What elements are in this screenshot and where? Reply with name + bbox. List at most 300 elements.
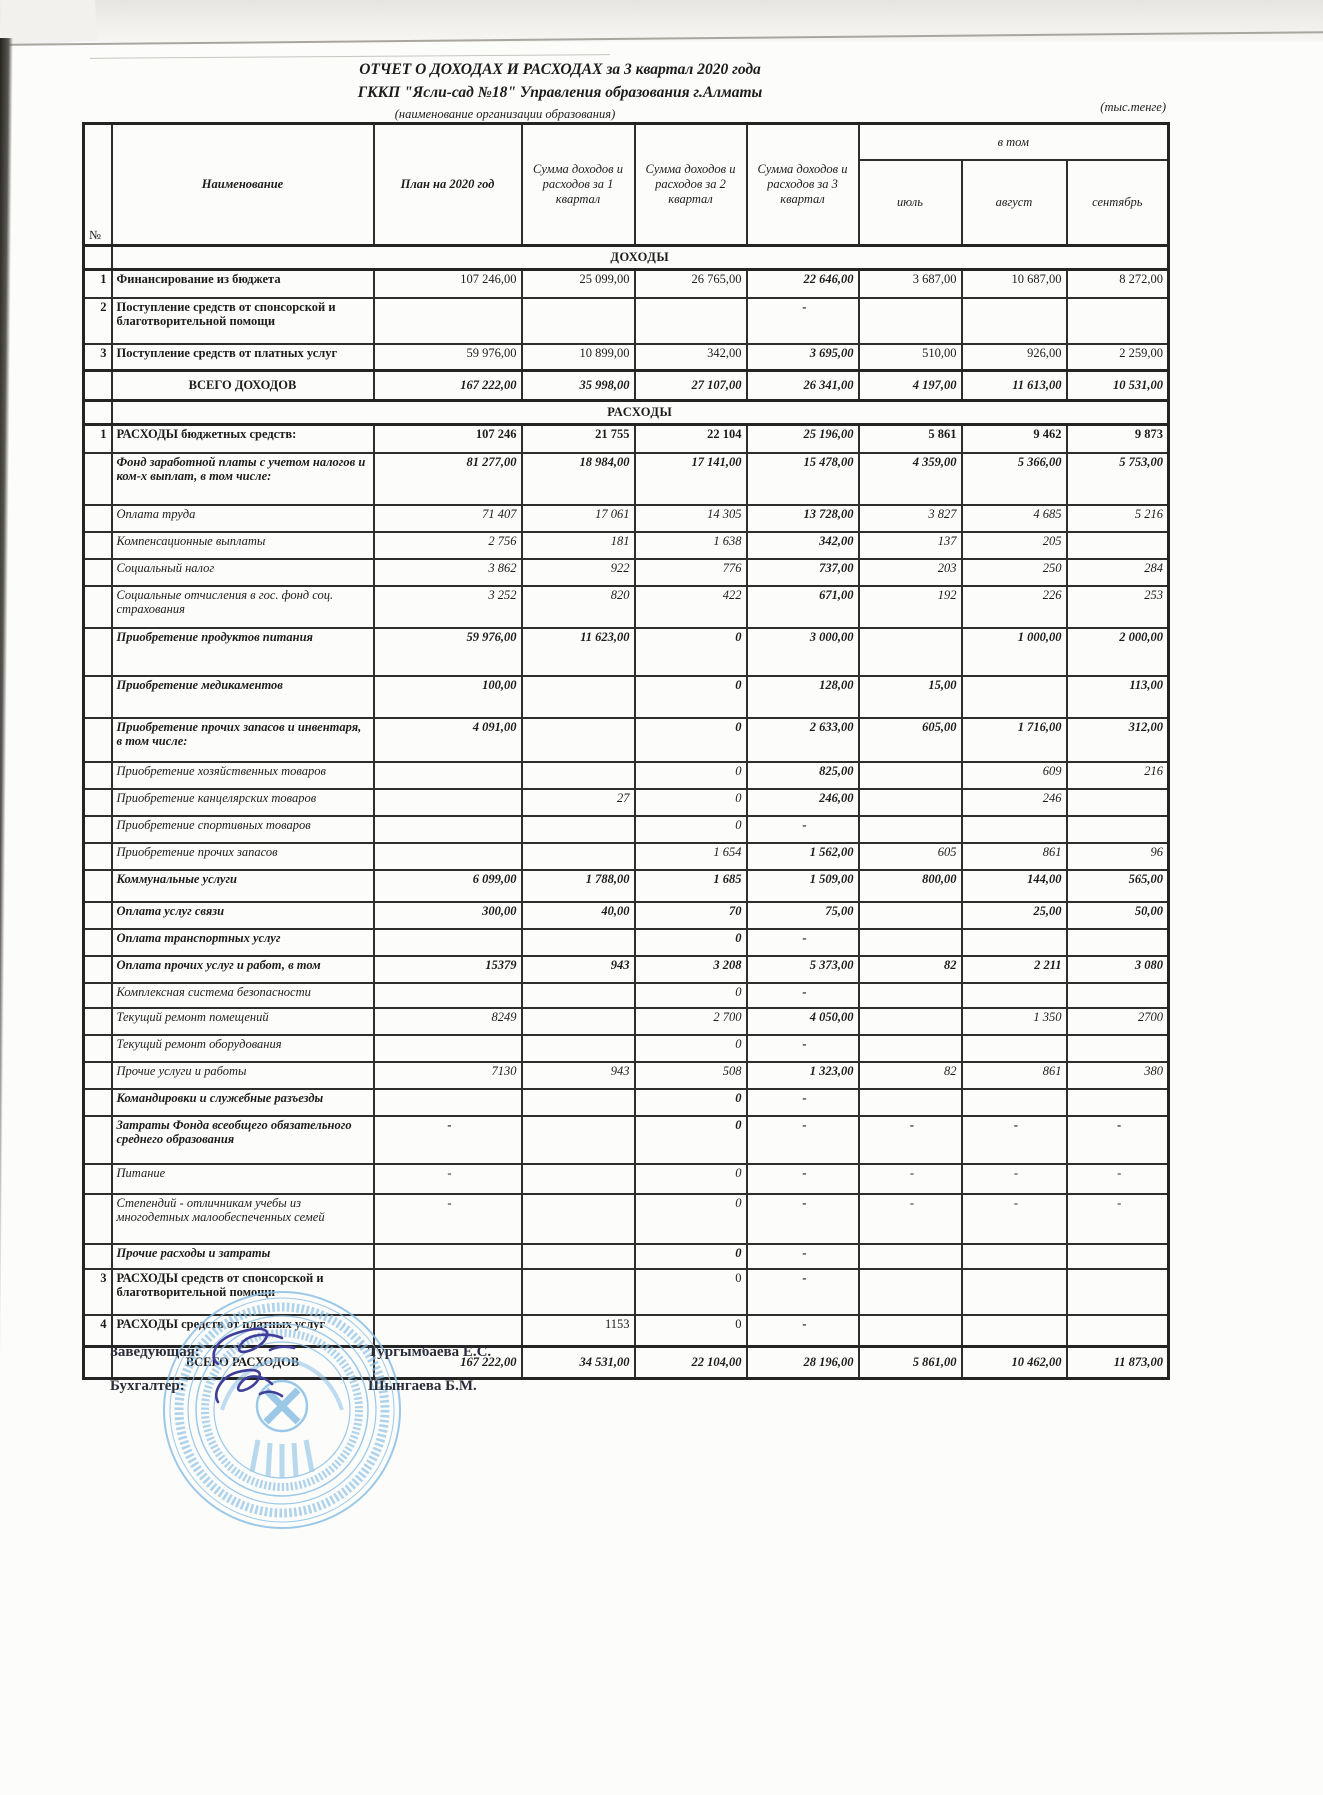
row-number-cell [84,1062,112,1089]
num-cell [84,401,112,425]
value-cell [859,983,962,1008]
num-cell [84,246,112,270]
value-cell: - [859,1164,962,1194]
value-cell: 9 873 [1067,425,1169,453]
value-cell: 2 700 [635,1008,747,1035]
value-cell [962,816,1067,843]
value-cell [962,1269,1067,1315]
row-name-cell: Степендий - отличникам учебы из многодетных малообеспеченных семей [112,1194,374,1244]
value-cell [522,676,635,718]
value-cell: 605,00 [859,718,962,762]
signature-name-director: Тургымбаева Е.С. [368,1344,492,1360]
table-row [84,532,1169,559]
row-number-cell: 2 [84,298,112,344]
value-cell: 100,00 [374,676,522,718]
value-cell [1067,1035,1169,1062]
value-cell: 943 [522,956,635,983]
value-cell: 3 687,00 [859,270,962,298]
value-cell: 203 [859,559,962,586]
table-row [84,298,1169,344]
row-name-cell: Текущий ремонт оборудования [112,1035,374,1062]
value-cell: - [1067,1116,1169,1164]
value-cell: 5 861 [859,425,962,453]
table-row [84,983,1169,1008]
value-cell: 2 633,00 [747,718,859,762]
row-number-cell [84,870,112,902]
value-cell: 40,00 [522,902,635,929]
value-cell: 26 765,00 [635,270,747,298]
row-number-cell [84,676,112,718]
table-row [84,425,1169,453]
value-cell: - [374,1164,522,1194]
value-cell [522,1244,635,1269]
total-label: ВСЕГО РАСХОДОВ [112,1347,374,1379]
num-cell [84,371,112,401]
row-name-cell: Приобретение спортивных товаров [112,816,374,843]
col-header-plan: План на 2020 год [374,124,522,246]
row-name-cell: Коммунальные услуги [112,870,374,902]
row-number-cell: 1 [84,425,112,453]
value-cell: 0 [635,762,747,789]
total-value-cell: 22 104,00 [635,1347,747,1379]
value-cell: 300,00 [374,902,522,929]
value-cell: - [1067,1194,1169,1244]
value-cell: 13 728,00 [747,505,859,532]
value-cell: 2700 [1067,1008,1169,1035]
row-number-cell [84,816,112,843]
value-cell: 59 976,00 [374,628,522,676]
value-cell [859,1244,962,1269]
row-name-cell: Затраты Фонда всеобщего обязательного среднего образования [112,1116,374,1164]
signature-role-director: Заведующая: [110,1344,200,1360]
value-cell: - [962,1194,1067,1244]
row-name-cell: Прочие услуги и работы [112,1062,374,1089]
total-value-cell: 167 222,00 [374,1347,522,1379]
value-cell: 5 753,00 [1067,453,1169,505]
value-cell: 22 104 [635,425,747,453]
row-name-cell: РАСХОДЫ бюджетных средств: [112,425,374,453]
value-cell: 3 695,00 [747,344,859,371]
row-number-cell: 4 [84,1315,112,1347]
value-cell: 5 373,00 [747,956,859,983]
table-row [84,1035,1169,1062]
value-cell: 25,00 [962,902,1067,929]
value-cell: 3 080 [1067,956,1169,983]
value-cell: - [859,1116,962,1164]
value-cell: - [747,1194,859,1244]
value-cell [962,298,1067,344]
row-name-cell: Приобретение прочих запасов и инвентаря, в том числе: [112,718,374,762]
value-cell: 1 685 [635,870,747,902]
value-cell: 508 [635,1062,747,1089]
value-cell: 800,00 [859,870,962,902]
value-cell: 70 [635,902,747,929]
value-cell [522,1035,635,1062]
report-header [20,58,1100,122]
row-number-cell [84,505,112,532]
table-row [84,956,1169,983]
value-cell: - [747,983,859,1008]
value-cell: - [747,298,859,344]
row-number-cell [84,762,112,789]
total-value-cell: 35 998,00 [522,371,635,401]
value-cell [522,762,635,789]
table-row [84,1164,1169,1194]
row-name-cell: Компенсационные выплаты [112,532,374,559]
value-cell: 2 000,00 [1067,628,1169,676]
row-name-cell: Текущий ремонт помещений [112,1008,374,1035]
table-row [84,1089,1169,1116]
value-cell: 3 252 [374,586,522,628]
value-cell [522,816,635,843]
value-cell [374,843,522,870]
table-row [84,1244,1169,1269]
row-name-cell: Социальные отчисления в гос. фонд соц. страхования [112,586,374,628]
value-cell: - [747,1089,859,1116]
value-cell: 27 [522,789,635,816]
value-cell: 776 [635,559,747,586]
value-cell: 3 827 [859,505,962,532]
value-cell [522,1269,635,1315]
table-row [84,929,1169,956]
accountant-signature-ink [212,1362,292,1410]
value-cell: 137 [859,532,962,559]
value-cell [962,1089,1067,1116]
value-cell: - [1067,1164,1169,1194]
row-number-cell [84,1089,112,1116]
value-cell: 50,00 [1067,902,1169,929]
total-value-cell: 34 531,00 [522,1347,635,1379]
row-number-cell [84,843,112,870]
value-cell: 246,00 [747,789,859,816]
col-header-num: № [84,124,112,246]
row-number-cell [84,532,112,559]
value-cell: 10 899,00 [522,344,635,371]
col-header-august: август [962,160,1067,246]
value-cell [374,762,522,789]
value-cell [859,298,962,344]
value-cell [522,298,635,344]
value-cell: 14 305 [635,505,747,532]
value-cell [522,1089,635,1116]
table-row [84,559,1169,586]
value-cell: 113,00 [1067,676,1169,718]
value-cell: 8249 [374,1008,522,1035]
table-row [84,505,1169,532]
table-row [84,816,1169,843]
total-value-cell: 167 222,00 [374,371,522,401]
section-title: РАСХОДЫ [112,401,1169,425]
table-row [84,870,1169,902]
total-value-cell: 11 873,00 [1067,1347,1169,1379]
value-cell [1067,1269,1169,1315]
value-cell [635,298,747,344]
value-cell: 312,00 [1067,718,1169,762]
table-row [84,1116,1169,1164]
value-cell: 192 [859,586,962,628]
value-cell: 6 099,00 [374,870,522,902]
organization-note: (наименование организации образования) [394,106,616,121]
value-cell [522,1194,635,1244]
table-row [84,676,1169,718]
value-cell [374,1089,522,1116]
value-cell: 15,00 [859,676,962,718]
row-number-cell [84,1035,112,1062]
value-cell [859,1089,962,1116]
row-number-cell [84,902,112,929]
value-cell [859,1008,962,1035]
value-cell [859,929,962,956]
total-value-cell: 26 341,00 [747,371,859,401]
row-number-cell [84,983,112,1008]
value-cell [522,983,635,1008]
value-cell: 250 [962,559,1067,586]
value-cell [1067,1315,1169,1347]
value-cell [962,1244,1067,1269]
value-cell [374,1035,522,1062]
row-name-cell: РАСХОДЫ средств от спонсорской и благотворительной помощи [112,1269,374,1315]
value-cell: 565,00 [1067,870,1169,902]
value-cell: 825,00 [747,762,859,789]
row-name-cell: Прочие расходы и затраты [112,1244,374,1269]
value-cell [522,718,635,762]
value-cell: 1 638 [635,532,747,559]
value-cell: - [859,1194,962,1244]
value-cell: 5 216 [1067,505,1169,532]
table-row [84,1062,1169,1089]
value-cell: 3 208 [635,956,747,983]
value-cell: - [962,1164,1067,1194]
value-cell: 0 [635,1269,747,1315]
units-note: (тыс.тенге) [1100,100,1166,114]
table-row [84,628,1169,676]
value-cell [522,929,635,956]
value-cell [859,789,962,816]
value-cell [1067,1244,1169,1269]
value-cell: 75,00 [747,902,859,929]
row-number-cell [84,1116,112,1164]
row-number-cell [84,1008,112,1035]
header-row-top [84,124,1169,161]
value-cell: 861 [962,1062,1067,1089]
table-row [84,762,1169,789]
value-cell: 253 [1067,586,1169,628]
value-cell: 0 [635,983,747,1008]
row-name-cell: Фонд заработной платы с учетом налогов и ком-х выплат, в том числе: [112,453,374,505]
value-cell: 246 [962,789,1067,816]
row-name-cell: РАСХОДЫ средств от платных услуг [112,1315,374,1347]
signature-name-accountant: Шынгаева Б.М. [368,1378,477,1394]
row-number-cell [84,718,112,762]
value-cell: 17 141,00 [635,453,747,505]
value-cell [1067,929,1169,956]
value-cell [962,1035,1067,1062]
value-cell: 0 [635,1315,747,1347]
row-name-cell: Финансирование из бюджета [112,270,374,298]
report-title: ОТЧЕТ О ДОХОДАХ И РАСХОДАХ за 3 квартал 2020 года [359,61,761,78]
value-cell: - [747,1244,859,1269]
value-cell: 7130 [374,1062,522,1089]
value-cell: 1 562,00 [747,843,859,870]
value-cell: 22 646,00 [747,270,859,298]
section-row [84,401,1169,425]
value-cell: 342,00 [635,344,747,371]
value-cell: 21 755 [522,425,635,453]
value-cell: 4 050,00 [747,1008,859,1035]
income-expense-table [82,122,1170,1380]
value-cell: 0 [635,676,747,718]
value-cell [374,789,522,816]
value-cell: 1 350 [962,1008,1067,1035]
value-cell: 737,00 [747,559,859,586]
row-name-cell: Оплата услуг связи [112,902,374,929]
row-name-cell: Оплата транспортных услуг [112,929,374,956]
value-cell: - [374,1116,522,1164]
row-number-cell [84,1244,112,1269]
table-row [84,1008,1169,1035]
table-row [84,453,1169,505]
value-cell: 25 196,00 [747,425,859,453]
value-cell [374,929,522,956]
value-cell: 216 [1067,762,1169,789]
row-number-cell [84,559,112,586]
col-header-q3: Сумма доходов и расходов за 3 квартал [747,124,859,246]
total-value-cell: 28 196,00 [747,1347,859,1379]
value-cell: 1 509,00 [747,870,859,902]
value-cell [859,628,962,676]
value-cell: 820 [522,586,635,628]
table-row [84,718,1169,762]
value-cell: 861 [962,843,1067,870]
row-number-cell [84,1194,112,1244]
value-cell: 25 099,00 [522,270,635,298]
col-header-months-group: в том [859,124,1169,161]
value-cell: 1 000,00 [962,628,1067,676]
value-cell [962,983,1067,1008]
value-cell [522,1008,635,1035]
value-cell: 15379 [374,956,522,983]
value-cell: 8 272,00 [1067,270,1169,298]
value-cell: - [747,816,859,843]
value-cell: - [747,1164,859,1194]
row-number-cell: 1 [84,270,112,298]
value-cell: - [747,929,859,956]
row-name-cell: Поступление средств от платных услуг [112,344,374,371]
value-cell: 0 [635,628,747,676]
value-cell: 10 687,00 [962,270,1067,298]
value-cell: 96 [1067,843,1169,870]
value-cell [859,1315,962,1347]
value-cell: 11 623,00 [522,628,635,676]
value-cell: 0 [635,1194,747,1244]
scan-corner-artifact [0,0,97,46]
value-cell: 1 323,00 [747,1062,859,1089]
value-cell [1067,532,1169,559]
value-cell: 0 [635,1244,747,1269]
value-cell: 3 862 [374,559,522,586]
scan-top-band-artifact [0,0,1323,42]
total-value-cell: 4 197,00 [859,371,962,401]
value-cell [859,902,962,929]
row-name-cell: Приобретение хозяйственных товаров [112,762,374,789]
value-cell: 671,00 [747,586,859,628]
value-cell: 0 [635,718,747,762]
value-cell: 82 [859,956,962,983]
organization-name: ГККП "Ясли-сад №18" Управления образования г.Алматы [357,84,763,102]
row-number-cell [84,1164,112,1194]
value-cell: 1 716,00 [962,718,1067,762]
value-cell [1067,789,1169,816]
row-name-cell: Социальный налог [112,559,374,586]
row-name-cell: Приобретение продуктов питания [112,628,374,676]
value-cell: 4 685 [962,505,1067,532]
value-cell: 943 [522,1062,635,1089]
value-cell: 9 462 [962,425,1067,453]
total-value-cell: 5 861,00 [859,1347,962,1379]
value-cell: 0 [635,1089,747,1116]
value-cell: 0 [635,929,747,956]
value-cell: 4 359,00 [859,453,962,505]
value-cell: - [747,1035,859,1062]
value-cell: - [374,1194,522,1244]
value-cell: 15 478,00 [747,453,859,505]
value-cell: 226 [962,586,1067,628]
value-cell: 2 259,00 [1067,344,1169,371]
row-number-cell [84,956,112,983]
value-cell: 422 [635,586,747,628]
scan-left-edge-artifact [0,38,13,1795]
value-cell: 107 246,00 [374,270,522,298]
col-header-september: сентябрь [1067,160,1169,246]
col-header-q2: Сумма доходов и расходов за 2 квартал [635,124,747,246]
value-cell [962,929,1067,956]
table-row [84,1194,1169,1244]
value-cell: 71 407 [374,505,522,532]
row-number-cell [84,628,112,676]
value-cell [962,676,1067,718]
value-cell [374,1244,522,1269]
report-table-body [84,246,1169,1379]
value-cell: 128,00 [747,676,859,718]
row-name-cell: Командировки и служебные разъезды [112,1089,374,1116]
value-cell: 59 976,00 [374,344,522,371]
value-cell [859,816,962,843]
value-cell: 144,00 [962,870,1067,902]
value-cell: 284 [1067,559,1169,586]
section-title: ДОХОДЫ [112,246,1169,270]
value-cell: 510,00 [859,344,962,371]
col-header-name: Наименование [112,124,374,246]
value-cell [859,762,962,789]
col-header-q1: Сумма доходов и расходов за 1 квартал [522,124,635,246]
value-cell: 17 061 [522,505,635,532]
value-cell: - [747,1269,859,1315]
row-name-cell: Поступление средств от спонсорской и благотворительной помощи [112,298,374,344]
table-row [84,843,1169,870]
row-number-cell [84,929,112,956]
table-row [84,270,1169,298]
value-cell: 2 756 [374,532,522,559]
value-cell: - [747,1315,859,1347]
value-cell: 609 [962,762,1067,789]
signature-role-accountant: Бухгалтер: [110,1378,185,1394]
total-row [84,371,1169,401]
value-cell [1067,298,1169,344]
value-cell [374,298,522,344]
value-cell: 1 788,00 [522,870,635,902]
value-cell [522,1164,635,1194]
total-value-cell: 11 613,00 [962,371,1067,401]
